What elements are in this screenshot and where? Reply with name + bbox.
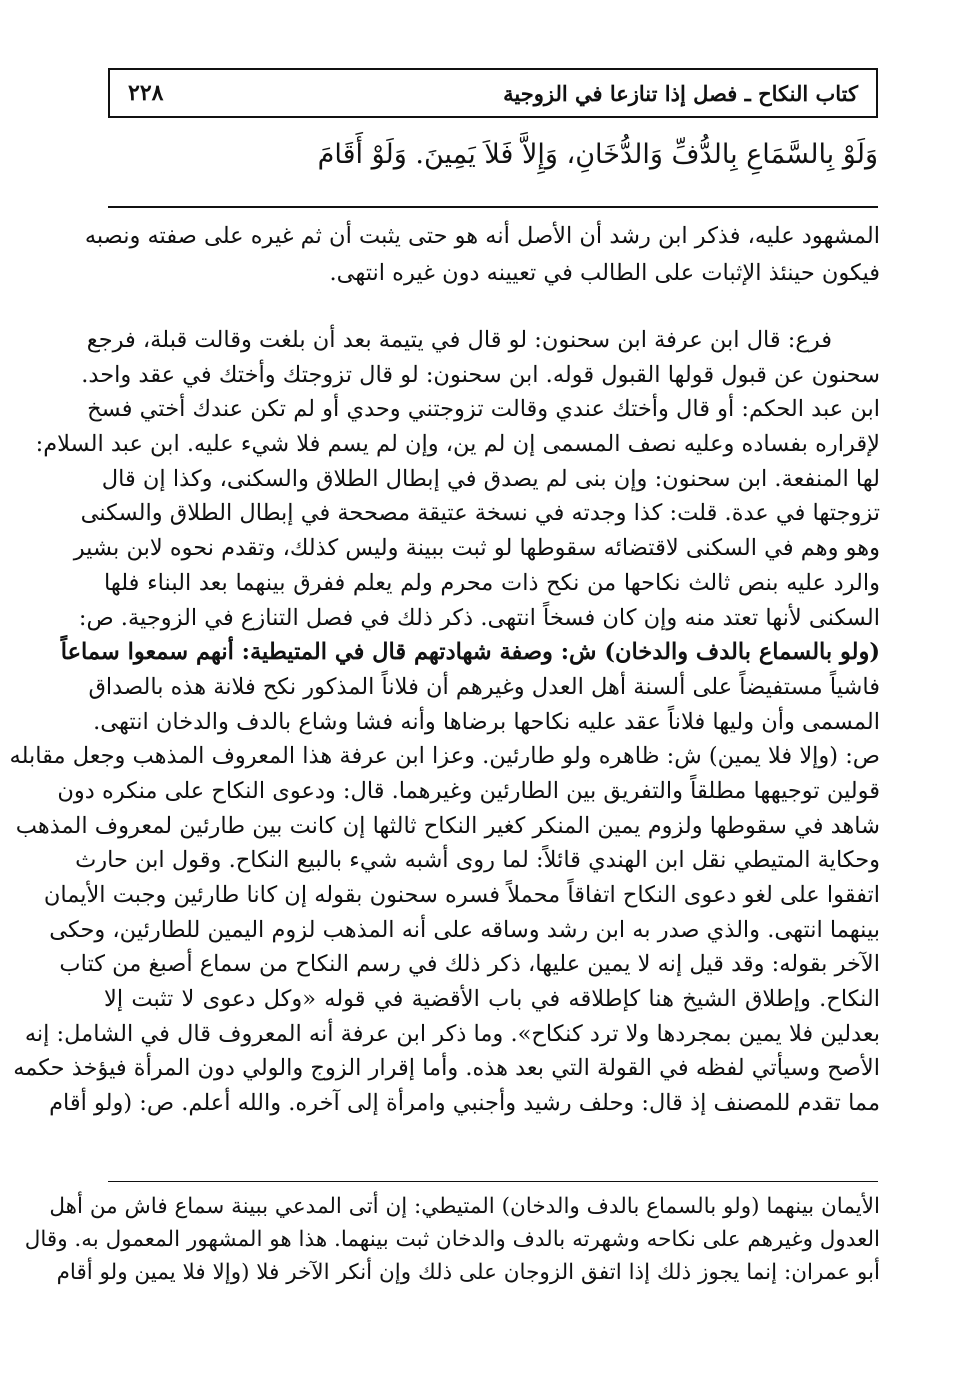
text-line: لها المنفعة. ابن سحنون: وإن بنى لم يصدق في إبطال الطلاق والسكنى، وكذا إن قال [101, 465, 880, 492]
text-line: فاشياً مستفيضاً على ألسنة أهل العدل وغيرهم أن فلاناً المذكور نكح فلانة هذه بالصداق [88, 673, 880, 700]
text-line: فيكون حينئذ الإثبات على الطالب في تعيينه دون غيره انتهى. [329, 260, 880, 286]
text-line: ابن عبد الحكم: أو قال وأختك عندي وقالت تزوجتني وحدي أو لم تكن عندك أختي فسخ [87, 396, 880, 423]
text-line: وهو وهم في السكنى لاقتضائه سقوطها لو ثبت ببينة وليس كذلك، وتقدم نحوه لابن بشير [73, 535, 880, 562]
text-line: المشهود عليه، فذكر ابن رشد أن الأصل أنه هو حتى يثبت أن ثم غيره على صفته ونصبه [84, 223, 880, 249]
text-line: وحكاية المتيطي نقل ابن الهندي قائلاً: لما روى أشبه شيء بالبيع النكاح. وقول ابن حارث [75, 847, 880, 874]
footnote-line: العدول وغيرهم على نكاحه وشهرته بالدف والدخان ثبت بينهما. هذا هو المشهور المعمول به. وقال [24, 1227, 880, 1252]
text-line: لإقراره بفساده وعليه نصف المسمى إن لم ين، وإن لم يسم فلا شيء عليه. ابن عبد السلام: [35, 431, 880, 458]
matn-verse: وَلَوْ بِالسَّمَاعِ بِالدُّفِّ وَالدُّخَانِ، وَإِلاَّ فَلاَ يَمِينَ. وَلَوْ أَقَامَ [317, 139, 878, 170]
text-line: فرع: قال ابن عرفة ابن سحنون: لو قال في يتيمة بعد أن بلغت وقالت قبلة، فرجع [86, 327, 832, 353]
text-line: مما تقدم للمصنف إذ قال: وحلف رشيد وأجنبي وامرأة إلى آخره. والله أعلم. ص: (ولو أقام [49, 1090, 880, 1117]
footnote-divider [108, 1181, 878, 1182]
text-line: ص: (وإلا فلا يمين) ش: ظاهره ولو طارئين. وعزا ابن عرفة هذا المعروف المذهب وجعل مقابله [9, 743, 880, 770]
text-line: شاهد في سقوطها ولزوم يمين المنكر كغير النكاح ثالثها إن كانت بين طارئين لمعروف المذهب [15, 812, 880, 839]
text-line: الآخر بقوله: وقد قيل إنه لا يمين عليها، ذكر ذلك في رسم النكاح من سماع أصبغ من كتاب [59, 951, 880, 978]
commentary-body [9, 323, 880, 1121]
running-title: كتاب النكاح ـ فصل إذا تنازعا في الزوجية [503, 80, 858, 106]
text-line: النكاح. وإطلاق الشيخ هنا كإطلاقه في باب الأقضية في قوله «وكل دعوى لا تثبت إلا [104, 986, 880, 1013]
page-number: ٢٢٨ [128, 80, 164, 106]
text-line: قولين توجيهها مطلقاً والتفريق بين الطارئين وغيرهما. قال: ودعوى النكاح على منكره دون [57, 777, 880, 804]
text-line: السكنى لأنها تعتد منه وإن كان فسخاً انتهى. ذكر ذلك في فصل التنازع في الزوجية. ص: [78, 604, 880, 631]
text-line: تزوجتها في عدة. قلت: كذا وجدته في نسخة عتيقة مصححة في إبطال الطلاق والسكنى [80, 500, 880, 527]
section-divider-top [108, 206, 878, 208]
text-line: المسمى وأن وليها فلاناً عقد عليه نكاحها برضاها وأنه فشا وشاع بالدف والدخان انتهى. [93, 708, 880, 735]
text-line: سحنون عن قبول قولها القبول قوله. ابن سحنون: لو قال تزوجتك وأختك في عقد واحد. [81, 361, 880, 388]
text-line: بعدلين فلا يمين بمجردها ولا ترد كنكاح». وما ذكر ابن عرفة أنه المعروف قال في الشامل: إنه [24, 1020, 880, 1047]
text-line: اتفقوا على لغو دعوى النكاح اتفاقاً محملاً فسره سحنون بقوله إن كانا طارئين وجبت الأيمان [43, 882, 880, 908]
page-header [108, 68, 878, 118]
intro-paragraph [84, 218, 880, 292]
footnote-line: الأيمان بينهما (ولو بالسماع بالدف والدخان) المتيطي: إن أتى المدعي ببينة سماع فاش من أهل [49, 1194, 880, 1219]
footnote-line: أبو عمران: إنما يجوز ذلك إذا اتفق الزوجان على ذلك وإن أنكر الآخر فلا (وإلا فلا يمين ولو أقام [56, 1260, 880, 1285]
text-line: والرد عليه بنص ثالث نكاحها من نكح ذات محرم ولم يعلم ففرق بينهما بعد البناء فلها [104, 569, 880, 596]
text-line: (ولو بالسماع بالدف والدخان) ش: وصفة شهادتهم قال في المتيطية: أنهم سمعوا سماعاً [60, 639, 880, 666]
footnote-block [24, 1190, 880, 1289]
text-line: بينهما انتهى. والذي صدر به ابن رشد وساقه على أنه المذهب لزوم اليمين للطارئين، وحكى [49, 916, 880, 943]
text-line: الأصح وسيأتي لفظه في القولة التي بعد هذه. وأما إقرار الزوج والولي دون المرأة فيؤخذ حكمه [13, 1055, 880, 1082]
